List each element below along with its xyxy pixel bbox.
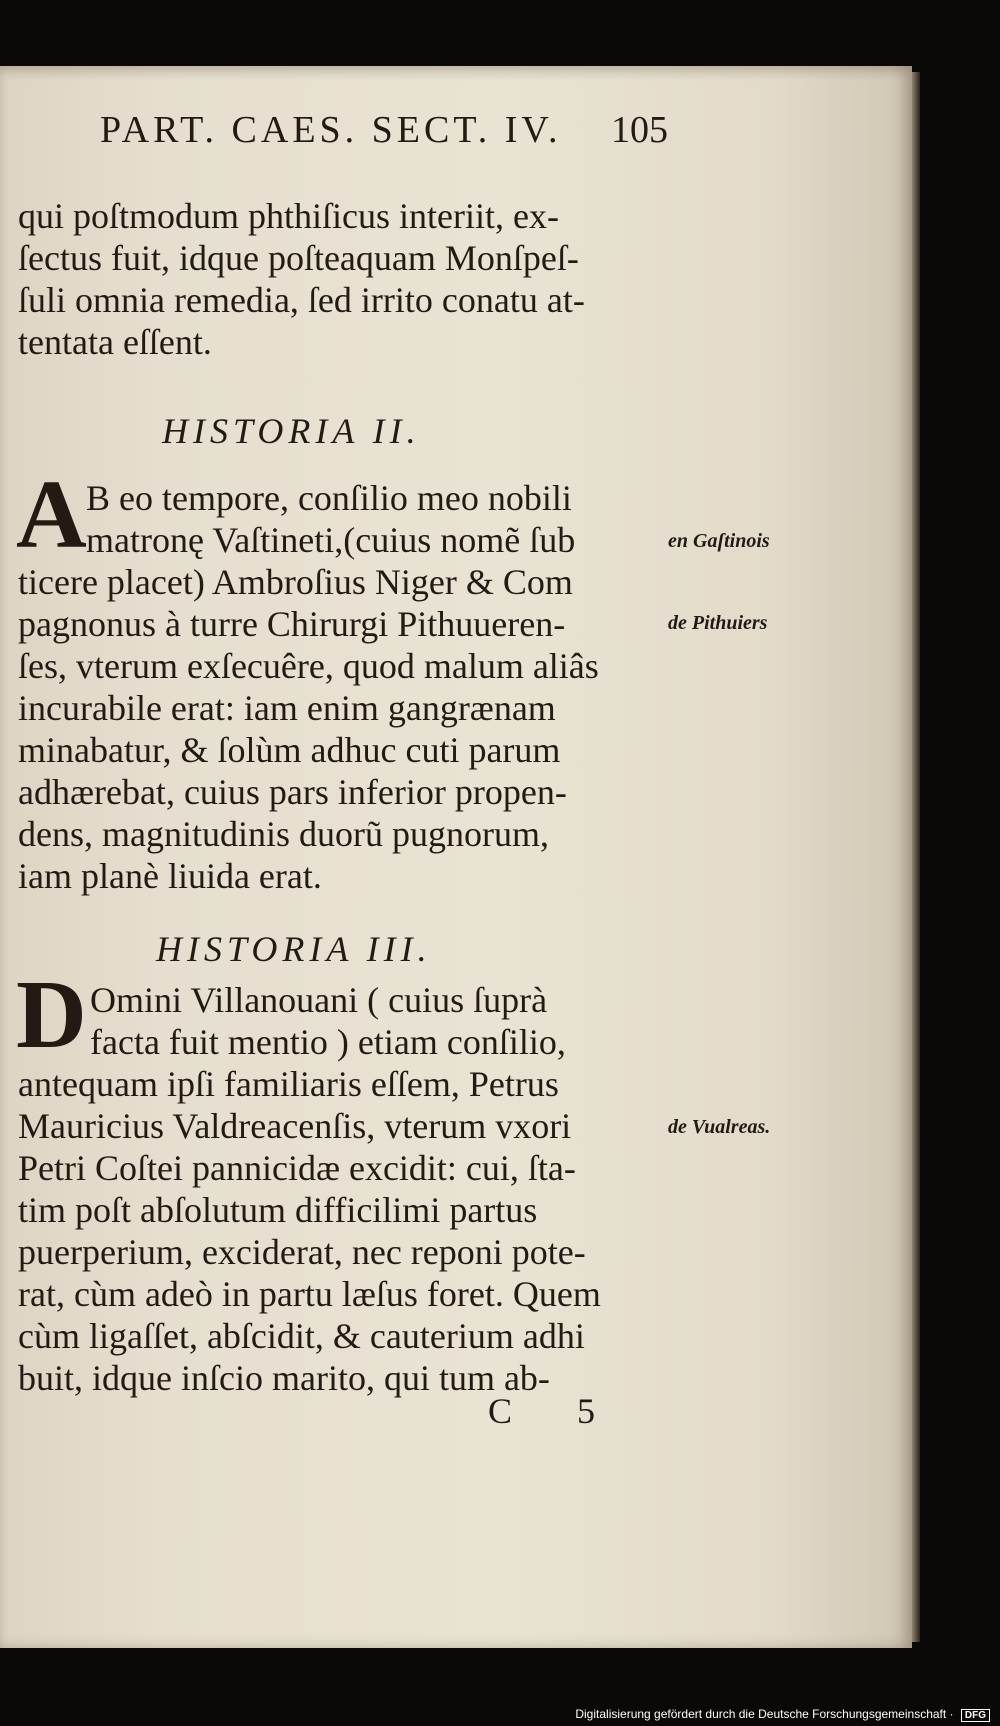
running-head xyxy=(100,108,668,158)
text-line: buit, idque inſcio marito, qui tum ab- xyxy=(18,1358,550,1398)
page-edge xyxy=(912,72,920,1642)
text-line: dens, magnitudinis duorũ pugnorum, xyxy=(18,814,549,854)
text-line: matronę Vaſtineti,(cuius nomẽ ſub xyxy=(86,520,576,560)
text-line: tentata eſſent. xyxy=(18,322,212,362)
text-line: B eo tempore, conſilio meo nobili xyxy=(86,478,572,518)
digitization-credit xyxy=(575,1707,990,1722)
text-line: ſectus fuit, idque poſteaquam Monſpeſ- xyxy=(18,238,579,278)
text-line: rat, cùm adeò in partu læſus foret. Quem xyxy=(18,1274,601,1314)
section-heading-historia-2: HISTORIA II. xyxy=(162,411,421,451)
section-heading-historia-3: HISTORIA III. xyxy=(156,929,432,969)
text-line: puerperium, exciderat, nec reponi pote- xyxy=(18,1232,586,1272)
text-line: tim poſt abſolutum difficilimi partus xyxy=(18,1190,538,1230)
margin-note-pithuiers: de Pithuiers xyxy=(668,612,768,634)
text-line: ſes, vterum exſecuêre, quod malum aliâs xyxy=(18,646,599,686)
text-line: iam planè liuida erat. xyxy=(18,856,322,896)
credit-text: Digitalisierung gefördert durch die Deutsche Forschungsgemeinschaft · xyxy=(575,1707,954,1721)
text-line: cùm ligaſſet, abſcidit, & cauterium adhi xyxy=(18,1316,585,1356)
text-line: Omini Villanouani ( cuius ſuprà xyxy=(90,980,548,1020)
text-line: qui poſtmodum phthiſicus interiit, ex- xyxy=(18,196,559,236)
text-line: ticere placet) Ambroſius Niger & Com xyxy=(18,562,573,602)
running-title: PART. CAES. SECT. IV. xyxy=(100,109,562,151)
text-line: Mauricius Valdreacenſis, vterum vxori xyxy=(18,1106,572,1146)
margin-note-vualreas: de Vualreas. xyxy=(668,1116,771,1138)
text-line: incurabile erat: iam enim gangrænam xyxy=(18,688,556,728)
text-line: adhærebat, cuius pars inferior propen- xyxy=(18,772,567,812)
text-line: ſuli omnia remedia, ſed irrito conatu at- xyxy=(18,280,585,320)
text-line: pagnonus à turre Chirurgi Pithuueren- xyxy=(18,604,566,644)
drop-cap-a: A xyxy=(16,461,87,569)
text-line: minabatur, & ſolùm adhuc cuti parum xyxy=(18,730,561,770)
catchword-signature: C 5 xyxy=(488,1391,624,1431)
text-line: Petri Coſtei pannicidæ excidit: cui, ſta- xyxy=(18,1148,576,1188)
dfg-logo: DFG xyxy=(961,1709,990,1722)
text-line: facta fuit mentio ) etiam conſilio, xyxy=(90,1022,566,1062)
drop-cap-d: D xyxy=(16,961,87,1069)
page-number: 105 xyxy=(611,109,668,151)
margin-note-gastinois: en Gaſtinois xyxy=(668,530,770,552)
text-line: antequam ipſi familiaris eſſem, Petrus xyxy=(18,1064,559,1104)
